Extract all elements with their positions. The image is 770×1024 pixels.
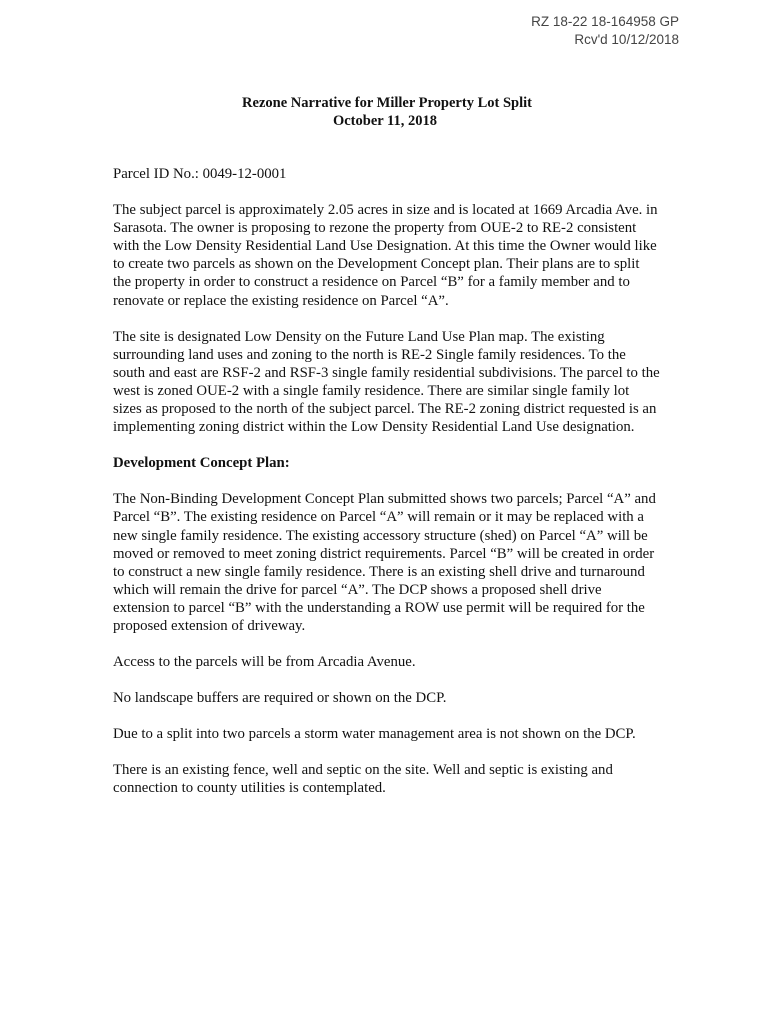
stamp-received-date: Rcv'd 10/12/2018 <box>574 32 679 47</box>
paragraph-utilities: There is an existing fence, well and septic on the site. Well and septic is existing and connection to county utilities is contemplated. <box>113 762 613 797</box>
document-title <box>0 94 770 130</box>
received-stamp <box>531 13 679 49</box>
title-line: Rezone Narrative for Miller Property Lot Split <box>242 95 532 111</box>
section-heading-development-concept-plan: Development Concept Plan: <box>113 455 290 472</box>
parcel-id: Parcel ID No.: 0049-12-0001 <box>113 166 287 182</box>
paragraph-landscape-buffers: No landscape buffers are required or shown on the DCP. <box>113 690 447 707</box>
paragraph-access: Access to the parcels will be from Arcadia Avenue. <box>113 654 416 671</box>
paragraph-storm-water: Due to a split into two parcels a storm water management area is not shown on the DCP. <box>113 726 636 743</box>
paragraph-concept-plan: The Non-Binding Development Concept Plan submitted shows two parcels; Parcel “A” and Parcel “B”. The existing residence on Parcel “A” will remain or it may be replaced with a new single family residence. The existing accessory structure (shed) on Parcel “A” will be moved or removed to meet zoning district requirements. Parcel “B” will be created in order to construct a new single family residence. There is an existing shell drive and turnaround which will remain the drive for parcel “A”. The DCP shows a proposed shell drive extension to parcel “B” with the understanding a ROW use permit will be required for the proposed extension of driveway. <box>113 491 656 634</box>
title-date: October 11, 2018 <box>332 113 438 129</box>
paragraph-parcel-description: The subject parcel is approximately 2.05 acres in size and is located at 1669 Arcadia Ave. in Sarasota. The owner is proposing to rezone the property from OUE-2 to RE-2 consistent with the Low Density Residential Land Use Designation. At this time the Owner would like to create two parcels as shown on the Development Concept plan. Their plans are to split the property in order to construct a residence on Parcel “B” for a family member and to renovate or replace the existing residence on Parcel “A”. <box>113 202 658 309</box>
paragraph-land-use: The site is designated Low Density on the Future Land Use Plan map. The existing surrounding land uses and zoning to the north is RE-2 Single family residences. To the south and east are RSF-2 and RSF-3 single family residential subdivisions. The parcel to the west is zoned OUE-2 with a single family residence. There are similar single family lot sizes as proposed to the north of the subject parcel. The RE-2 zoning district requested is an implementing zoning district within the Low Density Residential Land Use designation. <box>113 328 660 436</box>
stamp-case-number: RZ 18-22 18-164958 GP <box>531 14 679 29</box>
document-body <box>113 165 661 816</box>
